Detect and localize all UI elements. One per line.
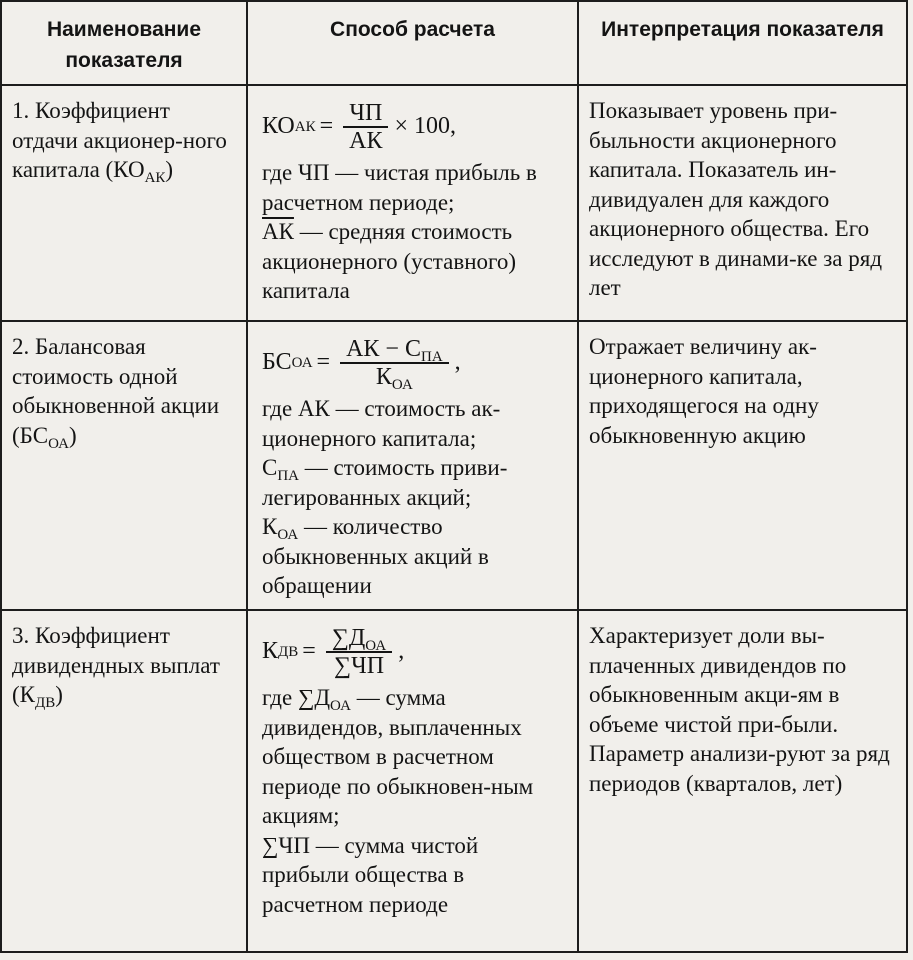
denominator: ∑ЧП [333,653,385,679]
formula-note: АК — средняя стоимость акционерного (уставного) капитала [262,219,517,303]
formula: БС ОА = $\frac{АК - С_{ПА}}{К_{ОА}}$ , [262,336,461,393]
table-row [1,610,907,952]
calculation-cell [247,610,578,952]
table-row [1,85,907,321]
numerator: ЧП [343,100,388,128]
formula-note: где ЧП — чистая прибыль в расчетном периоде; [262,160,537,215]
numerator: $\sum Д_{ОА}$ [326,625,392,653]
interpretation-text: Показывает уровень при-быльности акционерного капитала. Показатель ин-дивидуален для каждого акционерного общества. Его исследуют в динами-ке за ряд лет [589,98,883,300]
calculation-cell [247,85,578,321]
interpretation-cell [578,85,907,321]
indicator-name-cell [1,610,247,952]
denominator: АК [349,128,383,154]
column-header-interpretation: Интерпретация показателя [578,1,907,85]
formula-note: ∑ЧП — сумма чистой прибыли общества в расчетном периоде [262,832,479,917]
column-header-name: Наименование показателя [1,1,247,85]
interpretation-text: Отражает величину ак-ционерного капитала, приходящегося на одну обыкновенную акцию [589,334,819,448]
table-row [1,321,907,610]
indicator-name-cell [1,321,247,610]
fraction [343,100,388,154]
calculation-cell [247,321,578,610]
interpretation-cell [578,610,907,952]
denominator: $К_{ОА}$ [375,364,413,393]
interpretation-text: Характеризует доли вы-плаченных дивидендов по обыкновенным акци-ям в объеме чистой при-были. Параметр анализи-руют за ряд периодов (кварталов, лет) [589,623,890,796]
numerator: АК − $С_{ПА}$ [340,336,449,364]
fraction [340,336,449,393]
column-header-method: Способ расчета [247,1,578,85]
indicator-name: 1. Коэффициент отдачи акционер-ного капитала $(КО_{АК})$ [12,98,227,186]
indicator-name-cell [1,85,247,321]
formula-note: где АК — стоимость ак-ционерного капитала; [262,396,501,451]
interpretation-cell [578,321,907,610]
indicator-name: 2. Балансовая стоимость одной обыкновенной акции $(БС_{ОА})$ [12,334,220,452]
table-header-row [1,1,907,85]
formula: К ДВ = $\frac{\sum Д_{ОА}}{\sum ЧП}$ , [262,625,405,679]
formula-note: $С_{ПА}$ — стоимость приви-легированных акций; [262,455,508,510]
indicator-name: 3. Коэффициент дивидендных выплат $(К_{ДВ})$ [12,623,220,711]
fraction [326,625,392,679]
formula-note: где $\sum Д_{ОА}$ — сумма дивидендов, выплаченных обществом в расчетном периоде по обыкновен-ным акциям; [262,685,534,828]
formula-note: $К_{ОА}$ — количество обыкновенных акций в обращении [262,514,489,598]
formula: КО АК = $\frac{ЧП}{АК}$ × 100, [262,100,457,154]
